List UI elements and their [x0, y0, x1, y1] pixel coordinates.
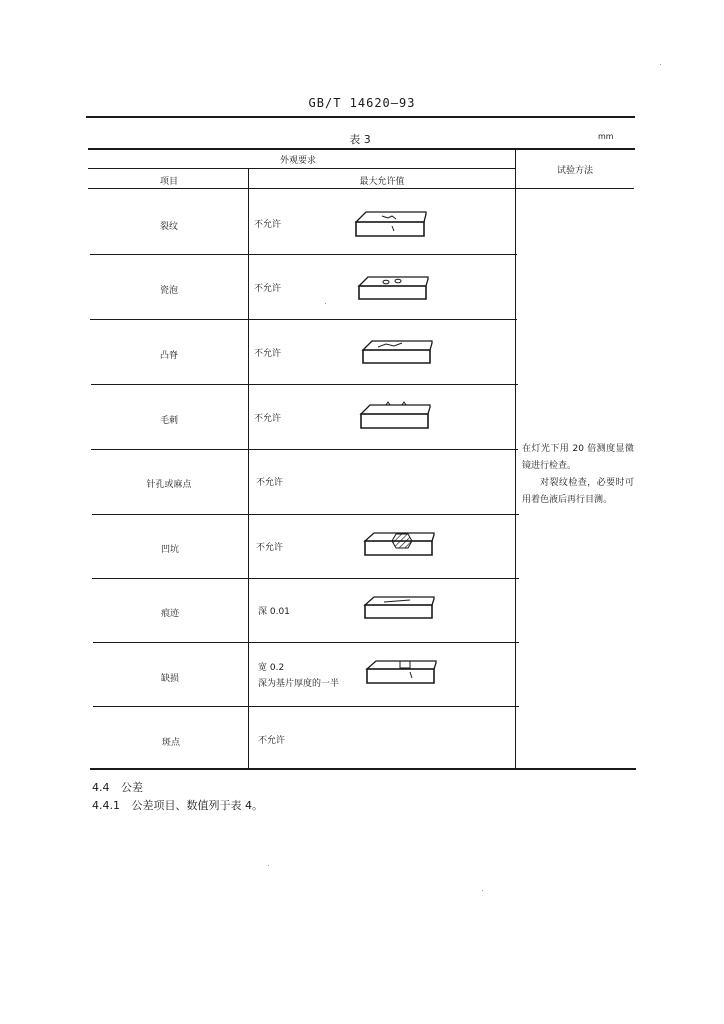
column-divider — [515, 148, 516, 768]
max-value-pinhole: 不允许 — [256, 478, 284, 488]
col-group-header: 外观要求 — [279, 156, 316, 166]
substrate-body — [363, 350, 430, 363]
crack-line — [382, 216, 396, 219]
max-value-spot: 不允许 — [258, 736, 286, 746]
max-value-chip-depth: 深为基片厚度的一半 — [258, 679, 340, 689]
crack-line — [392, 226, 394, 231]
ridge-sketch — [360, 336, 436, 372]
clause-text: 公差项目、数值列于表 4。 — [131, 799, 263, 812]
substrate-body — [361, 414, 428, 428]
substrate-top — [359, 277, 428, 286]
item-crack: 裂纹 — [159, 222, 178, 232]
item-burr: 毛刺 — [159, 416, 178, 426]
column-divider — [248, 168, 249, 768]
substrate-body — [367, 669, 434, 683]
test-method-line2: 对裂纹检查，必要时可用着色液后再行目测。 — [522, 478, 634, 505]
max-value-crack: 不允许 — [254, 220, 282, 230]
max-value-burr: 不允许 — [254, 414, 282, 424]
max-value-pit: 不允许 — [256, 543, 284, 553]
substrate-body — [365, 605, 432, 618]
test-method — [522, 441, 634, 509]
header-rule — [86, 116, 635, 118]
row-rule — [90, 319, 517, 320]
clause-number: 4.4.1 — [92, 799, 120, 812]
row-rule — [91, 384, 518, 385]
test-method-line1: 在灯光下用 20 倍测度显微镜进行检查。 — [522, 444, 634, 471]
ridge-mark — [378, 343, 402, 347]
row-rule — [90, 254, 517, 255]
scan-speck — [660, 64, 661, 65]
unit-mark: mm — [598, 132, 614, 141]
item-spot: 斑点 — [161, 738, 180, 748]
bubble-mark — [395, 279, 401, 283]
substrate-body — [356, 222, 424, 236]
col-item-header: 项目 — [159, 177, 178, 187]
chip-notch — [400, 661, 410, 668]
pit-section — [392, 534, 412, 548]
max-value-chip-width: 宽 0.2 — [258, 663, 285, 673]
header-mid-rule — [88, 168, 516, 169]
standard-header: GB/T 14620—93 — [308, 96, 416, 110]
item-ridge: 凸脊 — [159, 351, 178, 361]
item-bubble: 瓷泡 — [159, 286, 178, 296]
row-rule — [91, 449, 518, 450]
chip-notch — [410, 672, 412, 678]
scan-speck — [325, 303, 326, 304]
item-trace: 痕迹 — [160, 609, 179, 619]
col-method-header: 试验方法 — [556, 166, 593, 176]
col-max-header: 最大允许值 — [359, 177, 405, 187]
clause-4-4-1 — [92, 797, 263, 813]
substrate-top — [363, 341, 432, 350]
clause-title: 公差 — [121, 781, 143, 794]
item-pinhole: 针孔或麻点 — [146, 480, 192, 490]
bubble-sketch — [356, 272, 434, 308]
table-top-rule — [88, 148, 635, 150]
max-value-bubble: 不允许 — [254, 284, 282, 294]
row-rule — [93, 642, 519, 643]
trace-mark — [384, 600, 410, 602]
clause-number: 4.4 — [92, 781, 110, 794]
bubble-mark — [383, 280, 389, 284]
row-rule — [92, 578, 519, 579]
table-bottom-rule — [90, 768, 636, 770]
max-value-ridge: 不允许 — [254, 349, 282, 359]
row-rule — [92, 514, 519, 515]
chip-sketch — [364, 656, 442, 692]
row-rule — [93, 706, 519, 707]
max-value-trace: 深 0.01 — [258, 607, 290, 617]
pit-sketch — [362, 528, 438, 564]
substrate-top — [361, 405, 430, 414]
scan-speck — [482, 890, 483, 891]
clause-4-4 — [92, 779, 143, 795]
scan-speck — [268, 865, 269, 866]
trace-sketch — [362, 592, 440, 628]
substrate-body — [359, 286, 426, 299]
crack-sketch — [352, 206, 432, 246]
header-bottom-rule — [88, 188, 634, 189]
item-chip: 缺损 — [160, 674, 179, 684]
table-title: 表 3 — [349, 133, 371, 146]
burr-sketch — [358, 400, 436, 438]
item-pit: 凹坑 — [160, 545, 179, 555]
